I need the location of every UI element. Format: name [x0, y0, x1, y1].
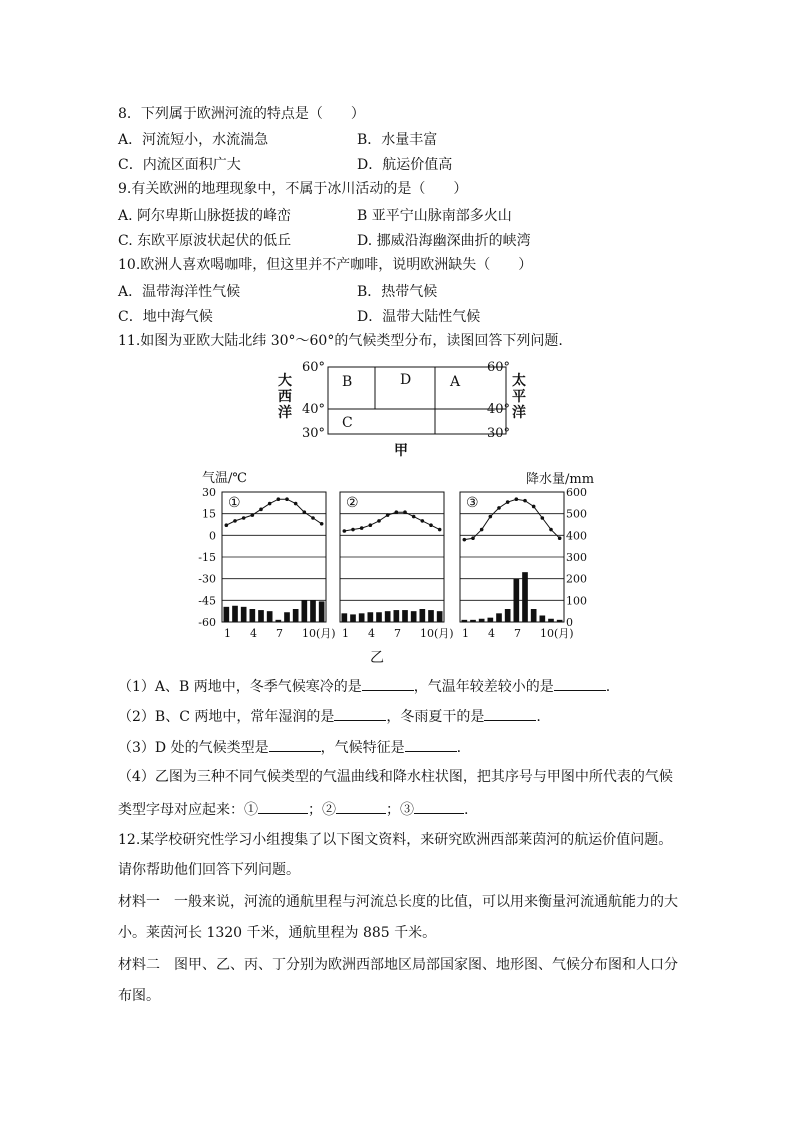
q10-stem: 10.欧洲人喜欢喝咖啡，但这里并不产咖啡，说明欧洲缺失（ ）: [118, 257, 533, 273]
sub3-suffix: .: [456, 740, 462, 756]
q9-option-a: A. 阿尔卑斯山脉挺拔的峰峦: [118, 208, 292, 224]
sub1-mid: ，气温年较差较小的是: [413, 679, 554, 695]
sub3-mid: ，气候特征是: [320, 740, 405, 756]
temperature-line: [464, 499, 559, 539]
sub3-prefix: （3）D 处的气候类型是: [118, 740, 269, 756]
q8-stem: 8．下列属于欧洲河流的特点是（ ）: [118, 106, 365, 122]
q9-option-d: D. 挪威沿海幽深曲折的峡湾: [357, 233, 531, 249]
temperature-point: [303, 510, 307, 514]
temperature-point: [549, 528, 553, 532]
q8-option-c: C．内流区面积广大: [118, 157, 241, 173]
temperature-point: [294, 502, 298, 506]
temperature-point: [497, 506, 501, 510]
precip-tick-label: 600: [566, 486, 587, 499]
precip-tick-label: 100: [566, 594, 587, 608]
precipitation-bar: [368, 612, 374, 622]
precipitation-bar: [376, 612, 382, 622]
temperature-point: [489, 515, 493, 519]
temperature-point: [320, 522, 324, 526]
precipitation-bar: [258, 610, 264, 622]
answer-blank[interactable]: [334, 706, 386, 721]
temperature-line: [226, 499, 321, 525]
map-caption: 甲: [394, 443, 408, 459]
temperature-point: [259, 508, 263, 512]
q9-option-b: B 亚平宁山脉南部多火山: [357, 208, 512, 224]
map-right-ocean-2: 平: [512, 389, 526, 405]
precipitation-bar: [302, 600, 308, 622]
sub4-sep1: ；②: [308, 802, 336, 818]
charts-caption: 乙: [370, 650, 384, 665]
month-tick-label: 7: [514, 627, 521, 640]
answer-blank[interactable]: [554, 676, 606, 691]
temperature-point: [506, 500, 510, 504]
temperature-point: [403, 510, 407, 514]
map-lat-60-right: 60°: [487, 360, 511, 375]
month-tick-label: 1: [462, 627, 469, 640]
month-tick-label: 7: [394, 627, 401, 640]
q11-sub3: [118, 737, 461, 757]
temperature-point: [480, 528, 484, 532]
climate-region-map: [260, 352, 540, 462]
temperature-point: [523, 499, 527, 503]
map-lat-30-right: 30°: [487, 426, 511, 441]
map-left-ocean-2: 西: [278, 389, 292, 405]
map-right-ocean-3: 洋: [512, 405, 526, 421]
month-tick-label: 10(月): [540, 627, 574, 640]
q10-option-b: B．热带气候: [357, 284, 438, 300]
q11-sub4-line1: （4）乙图为三种不同气候类型的气温曲线和降水柱状图，把其序号与甲图中所代表的气候: [118, 769, 673, 785]
map-lat-30-left: 30°: [302, 426, 326, 441]
precipitation-bar: [488, 618, 494, 622]
precipitation-bar: [359, 613, 365, 622]
sub4-suffix: .: [464, 802, 469, 818]
sub1-prefix: （1）A、B 两地中，冬季气候寒冷的是: [118, 679, 362, 695]
map-lat-40-right: 40°: [487, 402, 511, 417]
precipitation-bar: [241, 607, 247, 622]
temperature-point: [421, 519, 425, 523]
precipitation-bar: [267, 611, 273, 622]
temp-tick-label: -30: [198, 572, 216, 586]
map-lat-60-left: 60°: [302, 360, 326, 375]
q12-line-2: 请你帮助他们回答下列问题。: [118, 862, 300, 878]
precip-tick-label: 0: [566, 616, 573, 629]
precipitation-bar: [479, 619, 485, 622]
q12-line-5: 材料二 图甲、乙、丙、丁分别为欧洲西部地区局部国家图、地形图、气候分布图和人口分: [118, 957, 678, 973]
month-tick-label: 4: [488, 627, 495, 640]
map-cell-c: C: [342, 415, 353, 431]
precipitation-bar: [505, 609, 511, 622]
temperature-point: [377, 519, 381, 523]
map-cell-d: D: [400, 372, 412, 388]
precipitation-bar: [514, 579, 520, 622]
precipitation-bar: [319, 601, 325, 622]
sub4-prefix: 类型字母对应起来：①: [118, 802, 258, 818]
chart-number-label: ②: [346, 495, 359, 511]
answer-blank[interactable]: [362, 676, 414, 691]
sub2-mid: ，冬雨夏干的是: [386, 709, 485, 725]
precipitation-bar: [232, 606, 238, 622]
q12-line-4: 小。莱茵河长 1320 千米，通航里程为 885 千米。: [118, 925, 437, 941]
answer-blank[interactable]: [484, 706, 536, 721]
q11-stem: 11.如图为亚欧大陆北纬 30°～60°的气候类型分布，读图回答下列问题.: [118, 333, 563, 349]
temperature-point: [285, 497, 289, 501]
temp-tick-label: -60: [198, 616, 216, 629]
temperature-point: [515, 497, 519, 501]
temperature-point: [233, 519, 237, 523]
precipitation-bar: [548, 619, 554, 622]
answer-blank[interactable]: [336, 799, 386, 814]
sub4-sep2: ；③: [386, 802, 414, 818]
temp-tick-label: 30: [202, 486, 216, 499]
temperature-point: [277, 497, 281, 501]
temperature-point: [532, 505, 536, 509]
temperature-point: [463, 538, 467, 542]
temperature-point: [395, 510, 399, 514]
chart-number-label: ③: [466, 495, 479, 511]
q8-option-d: D．航运价值高: [357, 157, 453, 173]
map-cell-a: A: [450, 374, 461, 390]
climate-charts: [190, 465, 610, 665]
temperature-point: [311, 516, 315, 520]
map-left-ocean-3: 洋: [278, 405, 292, 421]
q12-line-1: 12.某学校研究性学习小组搜集了以下图文资料，来研究欧洲西部莱茵河的航运价值问题。: [118, 832, 673, 848]
precip-tick-label: 500: [566, 507, 587, 521]
precipitation-bar: [428, 610, 434, 622]
precipitation-bar: [420, 609, 426, 622]
precip-tick-label: 300: [566, 551, 587, 564]
temperature-line: [344, 512, 439, 531]
temperature-point: [251, 513, 255, 517]
month-tick-label: 4: [250, 627, 257, 640]
q11-sub2: [118, 706, 541, 726]
map-cell-b: B: [342, 374, 353, 390]
temperature-point: [225, 523, 229, 527]
q8-option-a: A．河流短小，水流湍急: [118, 132, 269, 148]
temperature-point: [558, 536, 562, 540]
precipitation-bar: [224, 607, 230, 622]
temperature-point: [343, 529, 347, 533]
temperature-point: [242, 516, 246, 520]
precipitation-bar: [342, 613, 348, 622]
temp-tick-label: -45: [198, 594, 216, 608]
sub1-suffix: .: [605, 679, 611, 695]
temp-tick-label: -15: [198, 551, 216, 564]
precipitation-bar: [250, 609, 256, 622]
month-tick-label: 4: [368, 627, 375, 640]
month-tick-label: 10(月): [420, 627, 454, 640]
precipitation-bar: [496, 613, 502, 622]
precipitation-bar: [350, 614, 356, 622]
temperature-point: [429, 523, 433, 527]
precipitation-bar: [522, 572, 528, 622]
precipitation-bar: [531, 609, 537, 622]
temperature-point: [268, 502, 272, 506]
ylabel-temperature: 气温/℃: [202, 471, 247, 486]
temp-tick-label: 15: [202, 507, 216, 521]
precipitation-bar: [462, 620, 468, 622]
month-tick-label: 7: [276, 627, 283, 640]
answer-blank[interactable]: [414, 799, 464, 814]
sub2-suffix: .: [536, 709, 541, 725]
temp-tick-label: 0: [209, 529, 216, 543]
precip-tick-label: 400: [566, 529, 587, 543]
temperature-point: [438, 528, 442, 532]
answer-blank[interactable]: [258, 799, 308, 814]
q12-line-6: 布图。: [118, 988, 160, 1004]
precipitation-bar: [385, 611, 391, 622]
precipitation-bar: [402, 610, 408, 622]
temperature-point: [369, 523, 373, 527]
precipitation-bar: [557, 620, 563, 622]
temperature-point: [471, 536, 475, 540]
temperature-point: [541, 516, 545, 520]
temperature-point: [360, 526, 364, 530]
precipitation-bar: [276, 620, 282, 622]
precipitation-bar: [310, 600, 316, 622]
precipitation-bar: [284, 612, 290, 622]
precipitation-bar: [411, 611, 417, 622]
precipitation-bar: [394, 610, 400, 622]
map-left-ocean-1: 大: [278, 373, 292, 389]
q9-stem: 9.有关欧洲的地理现象中，不属于冰川活动的是（ ）: [118, 181, 468, 197]
q11-sub1: [118, 676, 610, 696]
q10-option-c: C．地中海气候: [118, 309, 213, 325]
map-right-ocean-1: 太: [512, 373, 526, 389]
chart-number-label: ①: [228, 495, 241, 511]
temperature-point: [351, 528, 355, 532]
precipitation-bar: [437, 611, 443, 622]
month-tick-label: 10(月): [302, 627, 336, 640]
month-tick-label: 1: [342, 627, 349, 640]
q8-option-b: B．水量丰富: [357, 132, 438, 148]
temperature-point: [386, 513, 390, 517]
precip-tick-label: 200: [566, 572, 587, 586]
q10-option-d: D．温带大陆性气候: [357, 309, 481, 325]
temperature-point: [412, 515, 416, 519]
ylabel-precipitation: 降水量/mm: [526, 472, 595, 487]
answer-blank[interactable]: [405, 737, 457, 752]
precipitation-bar: [540, 616, 546, 623]
q12-line-3: 材料一 一般来说，河流的通航里程与河流总长度的比值，可以用来衡量河流通航能力的大: [118, 894, 678, 910]
q9-option-c: C. 东欧平原波状起伏的低丘: [118, 233, 292, 249]
month-tick-label: 1: [224, 627, 231, 640]
answer-blank[interactable]: [269, 737, 321, 752]
sub2-prefix: （2）B、C 两地中，常年湿润的是: [118, 709, 335, 725]
map-lat-40-left: 40°: [302, 402, 326, 417]
q11-sub4-line2: [118, 799, 468, 819]
precipitation-bar: [293, 609, 299, 622]
q10-option-a: A．温带海洋性气候: [118, 284, 241, 300]
precipitation-bar: [470, 620, 476, 622]
